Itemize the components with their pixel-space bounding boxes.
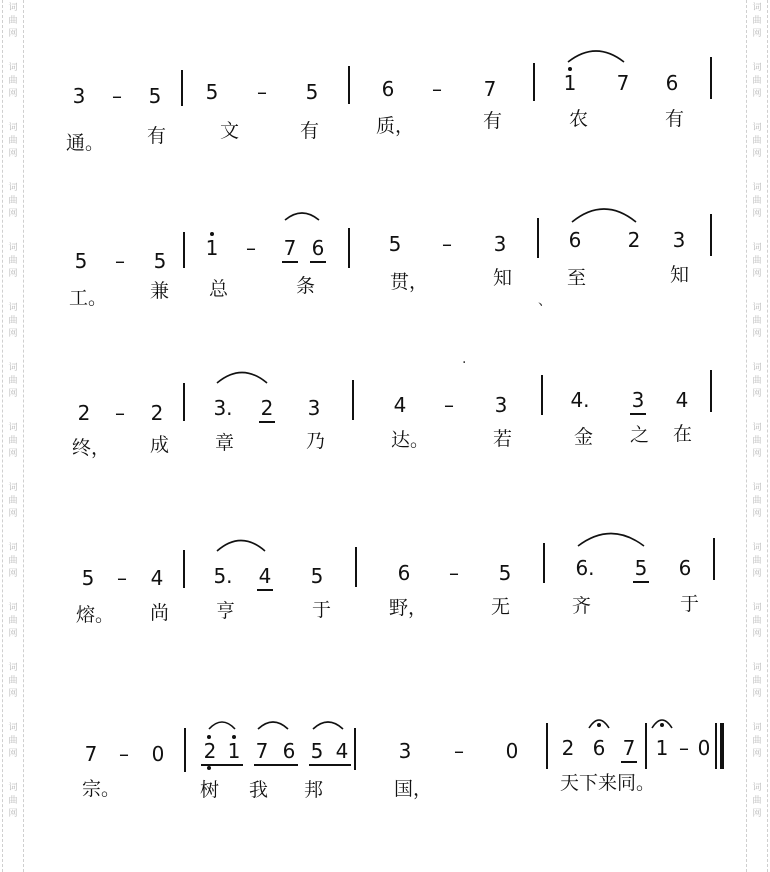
watermark-char: 词 [752,483,762,493]
watermark-char: 词 [752,663,762,673]
watermark-char: 曲 [8,316,18,326]
watermark-char: 词 [8,423,18,433]
lyric: 于 [680,593,700,615]
watermark-char: 曲 [752,796,762,806]
note: 0 [151,742,165,766]
underline [633,581,649,583]
stray-mark: · [462,355,467,371]
barline [546,723,548,769]
watermark-char: 曲 [752,556,762,566]
watermark-char: 网 [8,29,18,39]
lyric: 农 [569,108,589,130]
lyric: 在 [673,423,693,445]
barline [355,547,357,587]
watermark-char: 网 [8,509,18,519]
watermark-char: 网 [8,149,18,159]
lyric: 兼 [150,280,170,302]
note: 4. [570,388,590,412]
watermark-char: 网 [752,809,762,819]
watermark-char: 词 [8,783,18,793]
underline [310,261,326,263]
note: 0 [505,739,519,763]
watermark-char: 曲 [752,76,762,86]
watermark-char: 网 [8,629,18,639]
note: 3 [493,232,507,256]
watermark-char: 词 [752,183,762,193]
watermark-char: 曲 [752,436,762,446]
lyric: 条 [296,275,316,297]
note: 7 [255,739,269,763]
dash: – [444,393,454,417]
barline [181,70,183,106]
dash: – [115,249,125,273]
watermark-char: 曲 [752,16,762,26]
watermark-char: 词 [752,363,762,373]
lyric: 齐 [572,595,592,617]
note: 6 [397,561,411,585]
note: 4 [675,388,689,412]
final-barline-thick [720,723,724,769]
watermark-char: 曲 [752,196,762,206]
dash: – [257,80,267,104]
note: 5 [498,561,512,585]
underline [621,761,637,763]
note: 3 [307,396,321,420]
barline [533,63,535,101]
lyric: 文 [220,120,240,142]
note: 6 [311,236,325,260]
watermark-char: 词 [752,243,762,253]
note: 5 [74,249,88,273]
note: 6. [575,556,595,580]
underline [630,413,646,415]
lyric: 金 [574,426,594,448]
lyric: 质， [376,115,415,137]
watermark-char: 曲 [8,376,18,386]
watermark-char: 曲 [8,76,18,86]
lyric: 无 [491,596,511,618]
note: 5. [213,564,233,588]
note: 2 [561,736,575,760]
watermark-char: 网 [752,89,762,99]
note: 7 [84,742,98,766]
octave-dot [207,735,211,739]
watermark-char: 网 [8,749,18,759]
lyric: 于 [312,599,332,621]
watermark-char: 词 [752,423,762,433]
note: 5 [310,739,324,763]
barline [710,214,712,256]
watermark-char: 词 [8,663,18,673]
lyric: 野， [389,597,428,619]
barline [348,228,350,268]
barline [348,66,350,104]
note: 5 [388,232,402,256]
watermark-char: 曲 [8,736,18,746]
watermark-char: 网 [752,749,762,759]
barline [183,383,185,421]
watermark-char: 词 [752,123,762,133]
note: 4 [150,566,164,590]
note: 1 [563,71,577,95]
barline [352,380,354,420]
watermark-char: 网 [752,149,762,159]
lyric: 邦 [304,779,324,801]
note: 6 [568,228,582,252]
barline [354,728,356,770]
lyric: 通。 [66,132,105,154]
lyric: 我 [249,779,269,801]
note: 3 [494,393,508,417]
watermark-char: 词 [752,63,762,73]
watermark-char: 词 [8,63,18,73]
dash: – [246,236,256,260]
lyric: 宗。 [82,778,121,800]
watermark-char: 网 [752,449,762,459]
watermark-char: 词 [752,783,762,793]
barline [713,538,715,580]
note: 1 [655,736,669,760]
lyric: 之 [630,424,650,446]
dash: – [119,742,129,766]
watermark-char: 词 [752,3,762,13]
watermark-char: 网 [752,269,762,279]
note: 5 [305,80,319,104]
lyric: 有 [147,125,167,147]
watermark-char: 词 [8,723,18,733]
lyric: 熔。 [76,604,115,626]
note: 1 [227,739,241,763]
watermark-char: 网 [752,209,762,219]
lyric: 天下来同。 [560,772,656,794]
watermark-char: 词 [752,723,762,733]
note: 7 [483,77,497,101]
note: 3 [72,84,86,108]
underline [309,764,351,766]
watermark-char: 网 [752,389,762,399]
note: 5 [148,84,162,108]
dash: – [449,561,459,585]
lyric: 知 [493,267,513,289]
underline [282,261,298,263]
note: 2 [77,401,91,425]
note: 2 [203,739,217,763]
barline [710,57,712,99]
watermark-char: 词 [8,243,18,253]
watermark-char: 曲 [8,556,18,566]
watermark-char: 网 [752,329,762,339]
note: 7 [283,236,297,260]
watermark-char: 曲 [752,376,762,386]
lyric: 工。 [69,287,108,309]
note: 3. [213,396,233,420]
watermark-char: 词 [752,303,762,313]
lyric: 有 [300,120,320,142]
note: 5 [81,566,95,590]
dash: – [432,77,442,101]
barline [183,550,185,588]
lyric: 尚 [150,602,170,624]
watermark-char: 曲 [8,496,18,506]
note: 4 [393,393,407,417]
lyric: 有 [483,110,503,132]
dash: – [454,739,464,763]
octave-dot [568,67,572,71]
underline [254,764,298,766]
note: 4 [335,739,349,763]
watermark-char: 曲 [752,136,762,146]
watermark-char: 词 [8,303,18,313]
dash: – [112,84,122,108]
watermark-char: 网 [8,389,18,399]
lyric: 达。 [391,429,430,451]
lyric: 若 [493,428,513,450]
watermark-char: 网 [752,509,762,519]
lyric: 知 [670,264,690,286]
watermark-char: 曲 [752,736,762,746]
underline [257,589,273,591]
watermark-char: 词 [752,603,762,613]
note: 2 [260,396,274,420]
final-barline-thin [715,723,717,769]
watermark-char: 词 [8,603,18,613]
note: 6 [282,739,296,763]
watermark-char: 网 [8,449,18,459]
watermark-char: 曲 [8,616,18,626]
lyric: 总 [209,278,229,300]
note: 7 [622,736,636,760]
watermark-char: 词 [8,3,18,13]
note: 2 [150,401,164,425]
dash: – [115,401,125,425]
watermark-char: 词 [8,483,18,493]
barline [183,232,185,268]
watermark-char: 曲 [8,796,18,806]
watermark-char: 网 [752,29,762,39]
note: 3 [631,388,645,412]
note: 5 [634,556,648,580]
watermark-char: 网 [8,569,18,579]
note: 5 [153,249,167,273]
watermark-char: 曲 [8,196,18,206]
underline [259,421,275,423]
watermark-char: 网 [8,269,18,279]
watermark-char: 曲 [8,676,18,686]
note: 6 [678,556,692,580]
watermark-char: 网 [8,329,18,339]
watermark-char: 曲 [752,676,762,686]
barline [710,370,712,412]
note: 5 [310,564,324,588]
note: 1 [205,236,219,260]
watermark-char: 曲 [8,256,18,266]
watermark-char: 网 [8,89,18,99]
barline [645,723,647,769]
lyric: 章 [215,432,235,454]
dash: – [117,566,127,590]
watermark-char: 网 [8,209,18,219]
note: 7 [616,71,630,95]
note: 6 [665,71,679,95]
watermark-char: 曲 [752,256,762,266]
watermark-char: 网 [752,689,762,699]
octave-dot [232,735,236,739]
note: 4 [258,564,272,588]
watermark-char: 网 [8,809,18,819]
lyric: 乃 [306,430,326,452]
watermark-char: 词 [752,543,762,553]
lyric: 国， [394,778,433,800]
note: 3 [672,228,686,252]
lyric: 成 [150,434,170,456]
barline [184,728,186,772]
barline [541,375,543,415]
lyric: 亨 [216,600,236,622]
note: 6 [592,736,606,760]
lyric: 终， [72,437,111,459]
octave-dot-below [207,766,211,770]
watermark-char: 词 [8,363,18,373]
barline [537,218,539,258]
lyric: 树 [200,779,220,801]
stray-mark: 、 [538,293,552,309]
note: 0 [697,736,711,760]
watermark-char: 网 [752,569,762,579]
dash: – [679,736,689,760]
watermark-char: 网 [752,629,762,639]
lyric: 至 [567,267,587,289]
lyric: 有 [665,108,685,130]
watermark-char: 词 [8,183,18,193]
watermark-char: 曲 [752,496,762,506]
watermark-char: 网 [8,689,18,699]
note: 3 [398,739,412,763]
note: 6 [381,77,395,101]
watermark-char: 曲 [8,16,18,26]
watermark-char: 曲 [752,616,762,626]
barline [543,543,545,583]
note: 2 [627,228,641,252]
note: 5 [205,80,219,104]
watermark-char: 曲 [752,316,762,326]
watermark-char: 词 [8,123,18,133]
watermark-char: 曲 [8,136,18,146]
underline [201,764,243,766]
watermark-char: 曲 [8,436,18,446]
dash: – [442,232,452,256]
lyric: 贯， [390,271,429,293]
watermark-char: 词 [8,543,18,553]
octave-dot [210,232,214,236]
